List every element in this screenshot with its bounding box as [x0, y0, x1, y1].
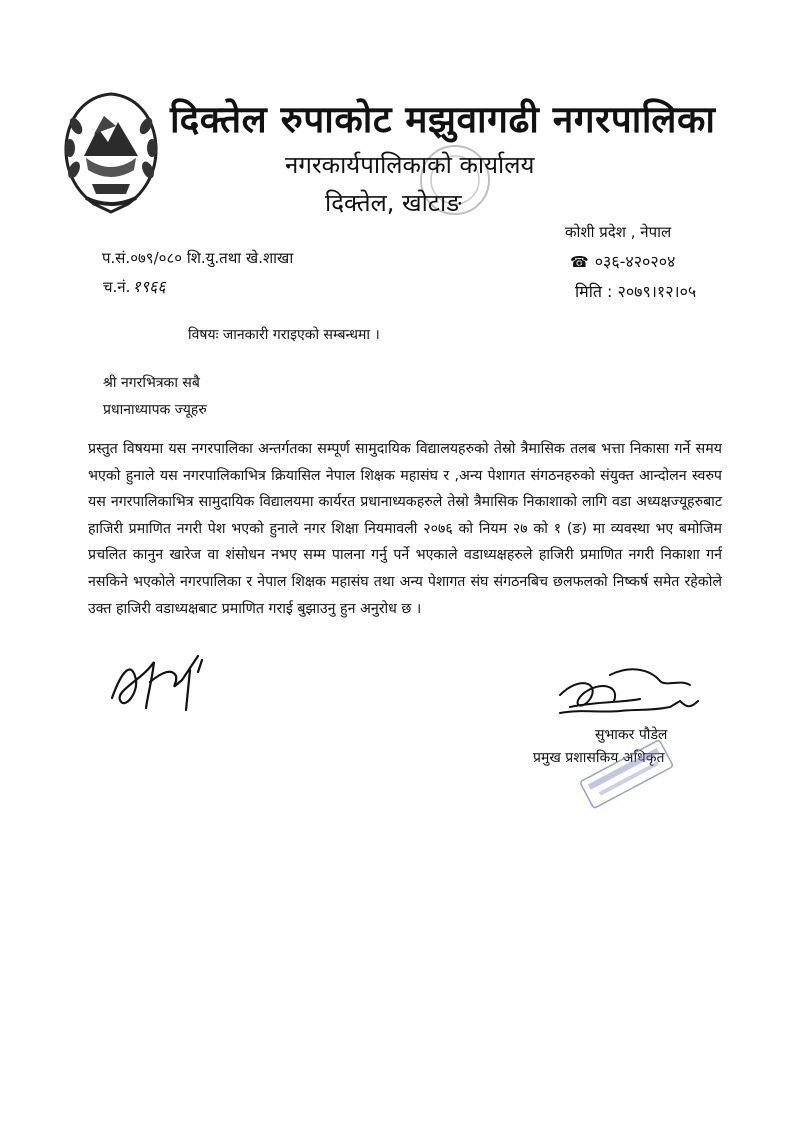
recipient-line-2: प्रधानाध्यापक ज्यूहरु [103, 402, 207, 418]
office-name: नगरकार्यपालिकाको कार्यालय [285, 151, 535, 179]
signer-name: सुभाकर पौडेल [595, 727, 668, 743]
letter-body: प्रस्तुत विषयमा यस नगरपालिका अन्तर्गतका सम्पूर्ण सामुदायिक विद्यालयहरुको तेस्रो त्रैमासिक तलब भत्ता निकासा गर्ने समय भएको हुनाले यस नगरपालिकाभित्र क्रियासिल नेपाल शिक्षक महासंघ र ,अन्य पेशागत संगठनहरुको संयुक्त आन्दोलन स्वरुप यस नगरपालिकाभित्र सामुदायिक विद्यालयमा कार्यरत प्रधानाध्यकहरुले तेस्रो त्रैमासिक निकाशाको लागि वडा अध्यक्षज्यूहरुबाट हाजिरी प्रमाणित नगरी पेश भएको हुनाले नगर शिक्षा नियमावली २०७६ को नियम २७ को १ (ङ) मा व्यवस्था भए बमोजिम प्रचलित कानुन खारेज वा शंसोधन नभए सम्म पालना गर्नु पर्ने भएकाले वडाध्यक्षहरुले हाजिरी प्रमाणित नगरी निकाशा गर्न नसकिने भएकोले नगरपालिका र नेपाल शिक्षक महासंघ तथा अन्य पेशागत संघ संगठनबिच छलफलको निष्कर्ष समेत रहेकोले उक्त हाजिरी वडाध्यक्षबाट प्रमाणित गराई बुझाउनु हुन अनुरोध छ । [88, 441, 722, 617]
telephone-icon: ☎ [570, 253, 589, 271]
signature-right-icon [540, 655, 705, 725]
signature-left-icon [102, 650, 222, 720]
letter-date: मिति : २०७९।१२।०५ [575, 282, 697, 301]
letter-subject: विषयः जानकारी गराइएको सम्बन्धमा । [188, 327, 380, 343]
signer-title: प्रमुख प्रशासकिय अधिकृत [533, 750, 665, 766]
place-name: दिक्तेल, खोटाङ [325, 189, 462, 217]
official-stamp-icon [572, 735, 682, 815]
nepal-emblem-icon [56, 86, 166, 216]
reference-number: प.सं.०७९/०८० शि.यु.तथा खे.शाखा [102, 249, 294, 267]
recipient-line-1: श्री नगरभित्रका सबै [103, 375, 200, 391]
phone-number [570, 250, 675, 272]
phone-value: ०३६-४२०२०४ [594, 252, 676, 271]
org-name: दिक्तेल रुपाकोट मझुवागढी नगरपालिका [170, 98, 716, 141]
dispatch-number [103, 275, 166, 297]
dispatch-label: च.नं. [103, 278, 131, 296]
province-label: कोशी प्रदेश , नेपाल [565, 223, 672, 241]
dispatch-value: १९६६ [132, 277, 166, 296]
